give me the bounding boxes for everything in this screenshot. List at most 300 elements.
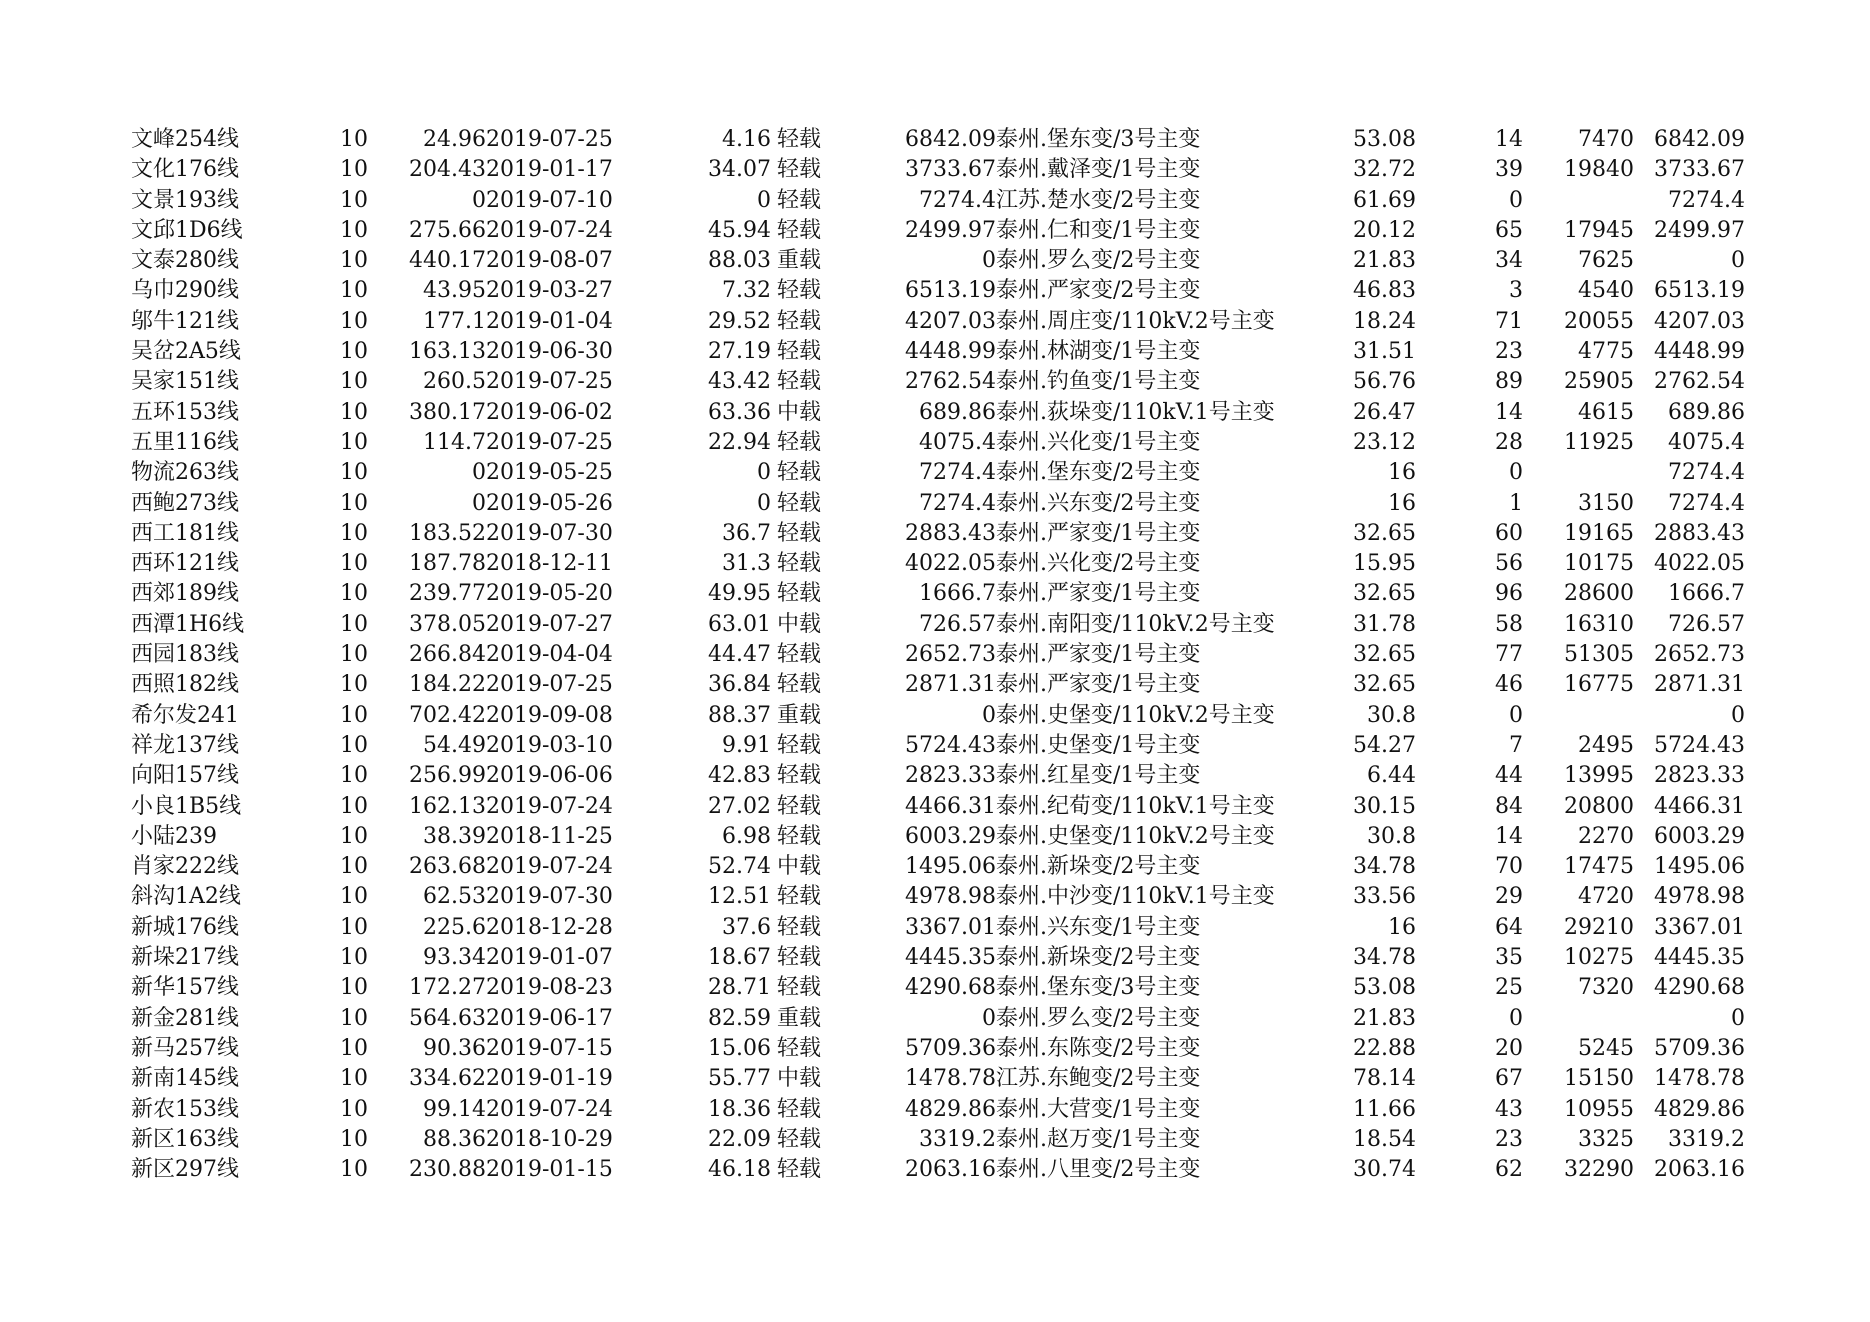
transformer-load-rate-cell: 18.24 (1353, 308, 1416, 334)
available-capacity-cell: 6842.09 (905, 127, 996, 152)
table-row (0, 246, 1870, 276)
load-rate-cell: 4.16 (722, 127, 771, 152)
voltage-kv-cell: 10 (340, 369, 368, 395)
table-row (0, 1095, 1870, 1125)
capacity-margin-cell: 726.57 (1668, 611, 1745, 637)
transformer-load-rate-cell: 32.65 (1353, 642, 1416, 668)
substation-transformer-cell: 泰州.严家变/1号主变 (996, 672, 1201, 698)
available-capacity-cell: 2823.33 (905, 763, 996, 789)
voltage-kv-cell: 10 (340, 429, 368, 455)
transformer-load-rate-cell: 32.65 (1353, 581, 1416, 607)
voltage-kv-cell: 10 (340, 217, 368, 243)
peak-load-cell: 54.49 (423, 732, 486, 758)
substation-transformer-cell: 泰州.新垛变/2号主变 (996, 945, 1201, 971)
load-status-cell: 轻载 (777, 339, 822, 365)
load-rate-cell: 22.94 (708, 429, 771, 455)
capacity-margin-cell: 5724.43 (1654, 732, 1745, 758)
substation-transformer-cell: 江苏.楚水变/2号主变 (996, 187, 1201, 213)
load-rate-cell: 0 (757, 187, 771, 213)
substation-transformer-cell: 泰州.红星变/1号主变 (996, 763, 1201, 789)
installed-kva-cell: 28600 (1564, 581, 1634, 607)
load-rate-cell: 37.6 (722, 914, 771, 940)
load-rate-cell: 27.19 (708, 339, 771, 365)
peak-load-cell: 114.7 (423, 429, 486, 455)
load-status-cell: 中载 (777, 611, 822, 637)
substation-transformer-cell: 泰州.八里变/2号主变 (996, 1157, 1201, 1183)
transformer-load-rate-cell: 20.12 (1353, 217, 1416, 243)
load-status-cell: 轻载 (777, 1035, 822, 1061)
peak-date-cell: 2019-07-25 (486, 429, 613, 455)
transformer-load-rate-cell: 11.66 (1353, 1096, 1416, 1122)
peak-load-cell: 99.14 (423, 1096, 486, 1122)
peak-date-cell: 2019-07-25 (486, 672, 613, 698)
user-count-cell: 84 (1495, 793, 1523, 819)
installed-kva-cell: 4720 (1578, 884, 1634, 910)
load-status-cell: 轻载 (777, 732, 822, 758)
table-row (0, 701, 1870, 731)
peak-load-cell: 162.13 (409, 793, 486, 819)
table-row (0, 519, 1870, 549)
user-count-cell: 46 (1495, 672, 1523, 698)
table-row (0, 276, 1870, 306)
line-name-cell: 西鲍273线 (131, 490, 239, 516)
voltage-kv-cell: 10 (340, 520, 368, 546)
load-rate-cell: 0 (757, 490, 771, 516)
load-status-cell: 轻载 (777, 127, 822, 152)
capacity-margin-cell: 2871.31 (1654, 672, 1745, 698)
load-rate-cell: 12.51 (708, 884, 771, 910)
peak-load-cell: 0 (472, 460, 486, 486)
voltage-kv-cell: 10 (340, 308, 368, 334)
user-count-cell: 64 (1495, 914, 1523, 940)
load-rate-cell: 9.91 (722, 732, 771, 758)
table-row (0, 852, 1870, 882)
installed-kva-cell: 2495 (1578, 732, 1634, 758)
available-capacity-cell: 3367.01 (905, 914, 996, 940)
load-status-cell: 轻载 (777, 884, 822, 910)
voltage-kv-cell: 10 (340, 187, 368, 213)
peak-load-cell: 177.1 (423, 308, 486, 334)
transformer-load-rate-cell: 33.56 (1353, 884, 1416, 910)
load-rate-cell: 36.84 (708, 672, 771, 698)
peak-date-cell: 2019-07-24 (486, 1096, 613, 1122)
transformer-load-rate-cell: 46.83 (1353, 278, 1416, 304)
substation-transformer-cell: 泰州.钓鱼变/1号主变 (996, 369, 1201, 395)
available-capacity-cell: 4290.68 (905, 975, 996, 1001)
substation-transformer-cell: 泰州.周庄变/110kV.2号主变 (996, 308, 1275, 334)
substation-transformer-cell: 泰州.严家变/2号主变 (996, 278, 1201, 304)
voltage-kv-cell: 10 (340, 854, 368, 880)
substation-transformer-cell: 泰州.中沙变/110kV.1号主变 (996, 884, 1275, 910)
voltage-kv-cell: 10 (340, 793, 368, 819)
load-rate-cell: 34.07 (708, 157, 771, 183)
peak-date-cell: 2019-07-15 (486, 1035, 613, 1061)
peak-date-cell: 2019-06-30 (486, 339, 613, 365)
substation-transformer-cell: 泰州.林湖变/1号主变 (996, 339, 1201, 365)
user-count-cell: 0 (1509, 702, 1523, 728)
user-count-cell: 0 (1509, 187, 1523, 213)
transformer-load-rate-cell: 16 (1388, 490, 1416, 516)
transformer-load-rate-cell: 53.08 (1353, 127, 1416, 152)
load-rate-cell: 42.83 (708, 763, 771, 789)
transformer-load-rate-cell: 61.69 (1353, 187, 1416, 213)
transformer-load-rate-cell: 18.54 (1353, 1126, 1416, 1152)
user-count-cell: 77 (1495, 642, 1523, 668)
load-status-cell: 轻载 (777, 672, 822, 698)
peak-date-cell: 2019-07-27 (486, 611, 613, 637)
load-rate-cell: 36.7 (722, 520, 771, 546)
substation-transformer-cell: 泰州.史堡变/1号主变 (996, 732, 1201, 758)
peak-date-cell: 2019-04-04 (486, 642, 613, 668)
voltage-kv-cell: 10 (340, 278, 368, 304)
line-name-cell: 新区297线 (131, 1157, 239, 1183)
substation-transformer-cell: 泰州.兴东变/2号主变 (996, 490, 1201, 516)
user-count-cell: 28 (1495, 429, 1523, 455)
line-name-cell: 新金281线 (131, 1005, 239, 1031)
line-name-cell: 吴岔2A5线 (131, 339, 241, 365)
peak-date-cell: 2019-09-08 (486, 702, 613, 728)
installed-kva-cell: 32290 (1564, 1157, 1634, 1183)
installed-kva-cell: 16310 (1564, 611, 1634, 637)
user-count-cell: 25 (1495, 975, 1523, 1001)
user-count-cell: 14 (1495, 823, 1523, 849)
transformer-load-rate-cell: 16 (1388, 914, 1416, 940)
available-capacity-cell: 2883.43 (905, 520, 996, 546)
peak-date-cell: 2018-12-28 (486, 914, 613, 940)
installed-kva-cell: 4540 (1578, 278, 1634, 304)
user-count-cell: 67 (1495, 1066, 1523, 1092)
table-row (0, 489, 1870, 519)
load-status-cell: 轻载 (777, 217, 822, 243)
table-row (0, 428, 1870, 458)
table-row (0, 640, 1870, 670)
peak-load-cell: 172.27 (409, 975, 486, 1001)
peak-date-cell: 2019-05-20 (486, 581, 613, 607)
load-rate-cell: 52.74 (708, 854, 771, 880)
installed-kva-cell: 10275 (1564, 945, 1634, 971)
transformer-load-rate-cell: 31.51 (1353, 339, 1416, 365)
load-rate-cell: 31.3 (722, 551, 771, 577)
peak-date-cell: 2019-03-27 (486, 278, 613, 304)
user-count-cell: 39 (1495, 157, 1523, 183)
peak-date-cell: 2019-07-30 (486, 884, 613, 910)
load-status-cell: 轻载 (777, 975, 822, 1001)
line-name-cell: 西郊189线 (131, 581, 239, 607)
table-row (0, 125, 1870, 155)
transformer-load-rate-cell: 32.72 (1353, 157, 1416, 183)
user-count-cell: 43 (1495, 1096, 1523, 1122)
table-row (0, 731, 1870, 761)
load-status-cell: 轻载 (777, 490, 822, 516)
peak-date-cell: 2019-03-10 (486, 732, 613, 758)
line-name-cell: 西环121线 (131, 551, 239, 577)
substation-transformer-cell: 泰州.史堡变/110kV.2号主变 (996, 823, 1275, 849)
user-count-cell: 34 (1495, 248, 1523, 274)
available-capacity-cell: 5724.43 (905, 732, 996, 758)
table-row (0, 670, 1870, 700)
voltage-kv-cell: 10 (340, 127, 368, 152)
voltage-kv-cell: 10 (340, 1035, 368, 1061)
load-rate-cell: 0 (757, 460, 771, 486)
load-rate-cell: 55.77 (708, 1066, 771, 1092)
substation-transformer-cell: 泰州.史堡变/110kV.2号主变 (996, 702, 1275, 728)
table-row (0, 398, 1870, 428)
transformer-load-rate-cell: 6.44 (1367, 763, 1416, 789)
available-capacity-cell: 4445.35 (905, 945, 996, 971)
peak-load-cell: 184.22 (409, 672, 486, 698)
peak-date-cell: 2019-01-15 (486, 1157, 613, 1183)
installed-kva-cell: 7470 (1578, 127, 1634, 152)
peak-date-cell: 2019-05-25 (486, 460, 613, 486)
available-capacity-cell: 2063.16 (905, 1157, 996, 1183)
substation-transformer-cell: 泰州.南阳变/110kV.2号主变 (996, 611, 1275, 637)
available-capacity-cell: 4978.98 (905, 884, 996, 910)
user-count-cell: 60 (1495, 520, 1523, 546)
available-capacity-cell: 1495.06 (905, 854, 996, 880)
voltage-kv-cell: 10 (340, 581, 368, 607)
load-rate-cell: 18.67 (708, 945, 771, 971)
available-capacity-cell: 5709.36 (905, 1035, 996, 1061)
line-name-cell: 新农153线 (131, 1096, 239, 1122)
available-capacity-cell: 7274.4 (919, 460, 996, 486)
user-count-cell: 20 (1495, 1035, 1523, 1061)
transformer-load-rate-cell: 16 (1388, 460, 1416, 486)
transformer-load-rate-cell: 21.83 (1353, 248, 1416, 274)
transformer-load-rate-cell: 32.65 (1353, 520, 1416, 546)
installed-kva-cell: 5245 (1578, 1035, 1634, 1061)
transformer-load-rate-cell: 34.78 (1353, 945, 1416, 971)
capacity-margin-cell: 4022.05 (1654, 551, 1745, 577)
capacity-margin-cell: 4290.68 (1654, 975, 1745, 1001)
transformer-load-rate-cell: 23.12 (1353, 429, 1416, 455)
substation-transformer-cell: 泰州.堡东变/3号主变 (996, 127, 1201, 152)
transformer-load-rate-cell: 32.65 (1353, 672, 1416, 698)
load-rate-cell: 22.09 (708, 1126, 771, 1152)
line-name-cell: 五里116线 (131, 429, 239, 455)
capacity-margin-cell: 1666.7 (1668, 581, 1745, 607)
substation-transformer-cell: 泰州.兴化变/2号主变 (996, 551, 1201, 577)
peak-load-cell: 266.84 (409, 642, 486, 668)
capacity-margin-cell: 2499.97 (1654, 217, 1745, 243)
capacity-margin-cell: 4207.03 (1654, 308, 1745, 334)
substation-transformer-cell: 泰州.戴泽变/1号主变 (996, 157, 1201, 183)
user-count-cell: 89 (1495, 369, 1523, 395)
load-status-cell: 中载 (777, 399, 822, 425)
peak-date-cell: 2019-01-19 (486, 1066, 613, 1092)
transformer-load-rate-cell: 30.15 (1353, 793, 1416, 819)
peak-date-cell: 2019-06-17 (486, 1005, 613, 1031)
peak-load-cell: 564.63 (409, 1005, 486, 1031)
capacity-margin-cell: 6003.29 (1654, 823, 1745, 849)
installed-kva-cell: 20055 (1564, 308, 1634, 334)
capacity-margin-cell: 5709.36 (1654, 1035, 1745, 1061)
load-status-cell: 轻载 (777, 520, 822, 546)
peak-load-cell: 239.77 (409, 581, 486, 607)
peak-date-cell: 2019-07-24 (486, 854, 613, 880)
installed-kva-cell: 4615 (1578, 399, 1634, 425)
capacity-margin-cell: 1478.78 (1654, 1066, 1745, 1092)
load-status-cell: 轻载 (777, 945, 822, 971)
voltage-kv-cell: 10 (340, 1066, 368, 1092)
load-status-cell: 中载 (777, 854, 822, 880)
peak-load-cell: 183.52 (409, 520, 486, 546)
line-name-cell: 新华157线 (131, 975, 239, 1001)
installed-kva-cell: 19165 (1564, 520, 1634, 546)
available-capacity-cell: 4448.99 (905, 339, 996, 365)
table-row (0, 1125, 1870, 1155)
available-capacity-cell: 7274.4 (919, 490, 996, 516)
line-name-cell: 西照182线 (131, 672, 239, 698)
peak-load-cell: 275.66 (409, 217, 486, 243)
installed-kva-cell: 16775 (1564, 672, 1634, 698)
load-status-cell: 轻载 (777, 581, 822, 607)
line-name-cell: 新南145线 (131, 1066, 239, 1092)
peak-load-cell: 702.42 (409, 702, 486, 728)
substation-transformer-cell: 泰州.仁和变/1号主变 (996, 217, 1201, 243)
peak-load-cell: 90.36 (423, 1035, 486, 1061)
user-count-cell: 62 (1495, 1157, 1523, 1183)
line-name-cell: 物流263线 (131, 460, 239, 486)
peak-date-cell: 2018-10-29 (486, 1126, 613, 1152)
peak-load-cell: 93.34 (423, 945, 486, 971)
line-name-cell: 文泰280线 (131, 248, 239, 274)
installed-kva-cell: 17475 (1564, 854, 1634, 880)
voltage-kv-cell: 10 (340, 823, 368, 849)
load-status-cell: 轻载 (777, 1157, 822, 1183)
line-name-cell: 向阳157线 (131, 763, 239, 789)
table-row (0, 367, 1870, 397)
voltage-kv-cell: 10 (340, 1005, 368, 1031)
peak-load-cell: 225.6 (423, 914, 486, 940)
voltage-kv-cell: 10 (340, 763, 368, 789)
peak-date-cell: 2019-06-02 (486, 399, 613, 425)
installed-kva-cell: 51305 (1564, 642, 1634, 668)
voltage-kv-cell: 10 (340, 732, 368, 758)
voltage-kv-cell: 10 (340, 611, 368, 637)
voltage-kv-cell: 10 (340, 490, 368, 516)
substation-transformer-cell: 泰州.严家变/1号主变 (996, 642, 1201, 668)
peak-date-cell: 2019-01-07 (486, 945, 613, 971)
capacity-margin-cell: 3319.2 (1668, 1126, 1745, 1152)
user-count-cell: 14 (1495, 399, 1523, 425)
transformer-load-rate-cell: 15.95 (1353, 551, 1416, 577)
line-name-cell: 五环153线 (131, 399, 239, 425)
load-rate-cell: 49.95 (708, 581, 771, 607)
load-rate-cell: 46.18 (708, 1157, 771, 1183)
peak-load-cell: 187.78 (409, 551, 486, 577)
peak-load-cell: 230.88 (409, 1157, 486, 1183)
peak-load-cell: 334.62 (409, 1066, 486, 1092)
capacity-margin-cell: 0 (1731, 1005, 1745, 1031)
line-name-cell: 新垛217线 (131, 945, 239, 971)
load-rate-cell: 27.02 (708, 793, 771, 819)
load-status-cell: 轻载 (777, 793, 822, 819)
peak-load-cell: 380.17 (409, 399, 486, 425)
load-rate-cell: 45.94 (708, 217, 771, 243)
transformer-load-rate-cell: 78.14 (1353, 1066, 1416, 1092)
table-row (0, 1004, 1870, 1034)
user-count-cell: 58 (1495, 611, 1523, 637)
load-status-cell: 重载 (777, 248, 822, 274)
peak-load-cell: 440.17 (409, 248, 486, 274)
voltage-kv-cell: 10 (340, 1157, 368, 1183)
peak-date-cell: 2019-07-30 (486, 520, 613, 546)
user-count-cell: 70 (1495, 854, 1523, 880)
voltage-kv-cell: 10 (340, 975, 368, 1001)
table-row (0, 337, 1870, 367)
peak-date-cell: 2019-07-24 (486, 217, 613, 243)
capacity-margin-cell: 6842.09 (1654, 127, 1745, 152)
voltage-kv-cell: 10 (340, 884, 368, 910)
peak-date-cell: 2019-07-25 (486, 127, 613, 152)
capacity-margin-cell: 3733.67 (1654, 157, 1745, 183)
peak-load-cell: 24.96 (423, 127, 486, 152)
peak-load-cell: 38.39 (423, 823, 486, 849)
capacity-margin-cell: 4829.86 (1654, 1096, 1745, 1122)
substation-transformer-cell: 泰州.新垛变/2号主变 (996, 854, 1201, 880)
transformer-load-rate-cell: 30.8 (1367, 702, 1416, 728)
voltage-kv-cell: 10 (340, 945, 368, 971)
capacity-margin-cell: 4445.35 (1654, 945, 1745, 971)
load-status-cell: 轻载 (777, 551, 822, 577)
installed-kva-cell: 19840 (1564, 157, 1634, 183)
transformer-load-rate-cell: 26.47 (1353, 399, 1416, 425)
line-name-cell: 西潭1H6线 (131, 611, 245, 637)
peak-load-cell: 43.95 (423, 278, 486, 304)
line-name-cell: 斜沟1A2线 (131, 884, 241, 910)
peak-date-cell: 2019-07-10 (486, 187, 613, 213)
voltage-kv-cell: 10 (340, 702, 368, 728)
table-row (0, 549, 1870, 579)
installed-kva-cell: 29210 (1564, 914, 1634, 940)
load-status-cell: 轻载 (777, 157, 822, 183)
installed-kva-cell: 15150 (1564, 1066, 1634, 1092)
peak-date-cell: 2019-08-07 (486, 248, 613, 274)
table-row (0, 943, 1870, 973)
available-capacity-cell: 0 (982, 1005, 996, 1031)
line-name-cell: 希尔发241 (131, 702, 239, 728)
load-rate-cell: 88.37 (708, 702, 771, 728)
capacity-margin-cell: 0 (1731, 702, 1745, 728)
peak-load-cell: 0 (472, 187, 486, 213)
load-status-cell: 轻载 (777, 1096, 822, 1122)
line-name-cell: 祥龙137线 (131, 732, 239, 758)
available-capacity-cell: 0 (982, 248, 996, 274)
capacity-margin-cell: 4075.4 (1668, 429, 1745, 455)
voltage-kv-cell: 10 (340, 157, 368, 183)
user-count-cell: 1 (1509, 490, 1523, 516)
table-row (0, 458, 1870, 488)
available-capacity-cell: 689.86 (919, 399, 996, 425)
user-count-cell: 3 (1509, 278, 1523, 304)
installed-kva-cell: 4775 (1578, 339, 1634, 365)
line-name-cell: 新区163线 (131, 1126, 239, 1152)
voltage-kv-cell: 10 (340, 642, 368, 668)
load-status-cell: 轻载 (777, 642, 822, 668)
load-rate-cell: 6.98 (722, 823, 771, 849)
capacity-margin-cell: 2063.16 (1654, 1157, 1745, 1183)
load-status-cell: 轻载 (777, 763, 822, 789)
line-name-cell: 肖家222线 (131, 854, 239, 880)
load-rate-cell: 43.42 (708, 369, 771, 395)
peak-date-cell: 2019-07-24 (486, 793, 613, 819)
load-status-cell: 轻载 (777, 187, 822, 213)
available-capacity-cell: 4829.86 (905, 1096, 996, 1122)
table-row (0, 216, 1870, 246)
substation-transformer-cell: 泰州.纪荀变/110kV.1号主变 (996, 793, 1275, 819)
capacity-margin-cell: 4466.31 (1654, 793, 1745, 819)
installed-kva-cell: 2270 (1578, 823, 1634, 849)
